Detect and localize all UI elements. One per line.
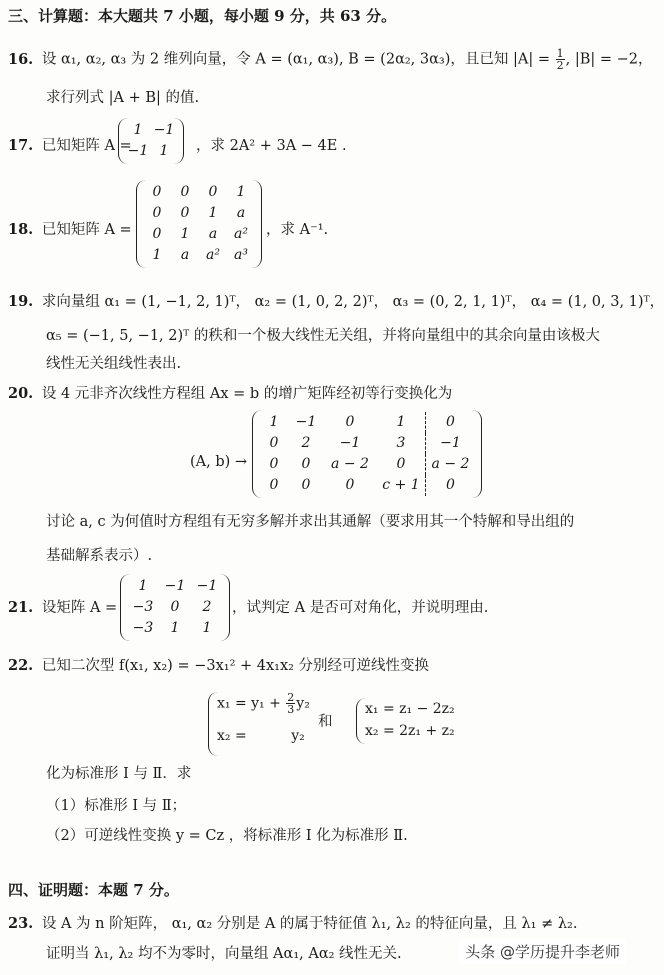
- matrix-cell: 0: [269, 435, 279, 451]
- q23-line2: 证明当 λ₁, λ₂ 均不为零时，向量组 Aα₁, Aα₂ 线性无关.: [46, 946, 402, 962]
- q22-item1: （1）标准形 Ⅰ 与 Ⅱ；: [46, 798, 187, 814]
- watermark-badge: 头条 @学历提升李老师: [459, 939, 626, 964]
- q16-text: 设 α₁, α₂, α₃ 为 2 维列向量，令 A = (α₁, α₃), B = (2α₂, 3α₃)，且已知 |A| =: [41, 51, 555, 68]
- matrix-cell: −1: [339, 435, 361, 451]
- matrix-cell: a − 2: [425, 454, 475, 475]
- q22-line2: 化为标准形 Ⅰ 与 Ⅱ．求: [46, 766, 192, 782]
- matrix-cell: 0: [269, 456, 279, 472]
- q16-number: 16.: [8, 50, 34, 68]
- q17-number: 17.: [8, 137, 34, 154]
- q16-text-tail: , |B| = −2，: [565, 51, 653, 68]
- matrix-cell: 0: [301, 456, 311, 472]
- q21-pre: 设矩阵 A =: [41, 600, 118, 616]
- matrix-cell: a³: [234, 247, 248, 263]
- matrix-cell: 0: [425, 412, 475, 433]
- q16-line1: [8, 48, 653, 71]
- matrix-cell: a²: [206, 247, 220, 263]
- matrix-cell: 1: [396, 414, 406, 430]
- matrix-cell: 1: [138, 578, 148, 594]
- matrix-cell: 1: [152, 247, 162, 263]
- q21-number: 21.: [8, 599, 34, 616]
- matrix-cell: 0: [269, 477, 279, 493]
- section-3-title: 三、计算题：本大题共 7 小题，每小题 9 分，共 63 分。: [8, 7, 397, 25]
- q20-line1: [8, 384, 452, 404]
- q18-matrix: [136, 180, 262, 268]
- q17-line: [8, 136, 132, 156]
- q18-pre: 已知矩阵 A =: [41, 222, 132, 238]
- matrix-cell: −3: [132, 599, 154, 615]
- q17-post: ，求 2A² + 3A − 4E .: [196, 138, 347, 154]
- matrix-cell: 1: [159, 143, 169, 159]
- matrix-cell: a: [180, 247, 190, 263]
- matrix-cell: 0: [425, 475, 475, 496]
- q19-line2: α₅ = (−1, 5, −1, 2)ᵀ 的秩和一个极大线性无关组，并将向量组中的其余向量由该极大: [46, 328, 600, 344]
- matrix-cell: 1: [133, 122, 143, 138]
- q20-number: 20.: [8, 385, 34, 402]
- matrix-cell: −1: [164, 578, 186, 594]
- q22-item2: （2）可逆线性变换 y = Cz ，将标准形 Ⅰ 化为标准形 Ⅱ.: [46, 828, 408, 844]
- matrix-cell: 0: [396, 456, 406, 472]
- q22-system-1: x₁ = y₁ + $\frac{2}{3}$ y₂ x₂ = y₂: [208, 692, 310, 756]
- q20-augmented-matrix: [252, 410, 482, 498]
- matrix-cell: 1: [202, 620, 212, 636]
- matrix-cell: 0: [152, 226, 162, 242]
- matrix-cell: 0: [170, 599, 180, 615]
- matrix-cell: 1: [180, 226, 190, 242]
- q21-post: ，试判定 A 是否可对角化，并说明理由.: [232, 600, 489, 616]
- q18-number: 18.: [8, 221, 34, 238]
- q21-line: [8, 598, 117, 618]
- matrix-cell: 0: [301, 477, 311, 493]
- matrix-cell: a: [208, 226, 218, 242]
- q19-line3: 线性无关组线性表出.: [46, 356, 182, 372]
- q20-line2: 讨论 a, c 为何值时方程组有无穷多解并求出其通解（要求用其一个特解和导出组的: [46, 514, 575, 530]
- matrix-cell: 2: [301, 435, 311, 451]
- matrix-cell: −1: [153, 122, 175, 138]
- matrix-cell: 0: [180, 205, 190, 221]
- q23-number: 23.: [8, 915, 34, 932]
- q16-line2: 求行列式 |A + B| 的值.: [46, 90, 200, 106]
- q17-pre: 已知矩阵 A =: [41, 138, 132, 154]
- matrix-cell: 1: [269, 414, 279, 430]
- q19-number: 19.: [8, 293, 34, 310]
- matrix-cell: a: [236, 205, 246, 221]
- matrix-cell: a − 2: [331, 456, 369, 472]
- q22-number: 22.: [8, 657, 34, 674]
- matrix-cell: −1: [196, 578, 218, 594]
- matrix-cell: c + 1: [382, 477, 420, 493]
- matrix-cell: −3: [132, 620, 154, 636]
- q22-conjunction: 和: [318, 714, 333, 730]
- q16-fraction: $\frac{1}{2}$: [556, 47, 564, 72]
- q23-text1: 设 A 为 n 阶矩阵， α₁, α₂ 分别是 A 的属于特征值 λ₁, λ₂ 的特征向量，且 λ₁ ≠ λ₂.: [41, 916, 578, 932]
- q19-line1: [8, 292, 664, 312]
- q18-line: [8, 220, 132, 240]
- matrix-cell: 0: [180, 184, 190, 200]
- matrix-cell: −1: [425, 433, 475, 454]
- q20-arrow-label: (A, b) →: [190, 454, 248, 470]
- matrix-cell: 0: [345, 414, 355, 430]
- matrix-cell: 3: [396, 435, 406, 451]
- q22-system-2: x₁ = z₁ − 2z₂ x₂ = 2z₁ + z₂: [356, 698, 455, 744]
- matrix-cell: 0: [152, 205, 162, 221]
- q18-post: ，求 A⁻¹.: [266, 222, 329, 238]
- matrix-cell: 0: [152, 184, 162, 200]
- q17-matrix: [118, 118, 184, 164]
- matrix-cell: −1: [295, 414, 317, 430]
- matrix-cell: −1: [127, 143, 149, 159]
- matrix-cell: a²: [234, 226, 248, 242]
- section-4-title: 四、证明题：本题 7 分。: [8, 881, 179, 899]
- q22-text1: 已知二次型 f(x₁, x₂) = −3x₁² + 4x₁x₂ 分别经可逆线性变换: [41, 658, 430, 674]
- matrix-cell: 1: [170, 620, 180, 636]
- q20-text1: 设 4 元非齐次线性方程组 Ax = b 的增广矩阵经初等行变换化为: [41, 386, 453, 402]
- matrix-cell: 0: [345, 477, 355, 493]
- q21-matrix: [120, 574, 230, 641]
- matrix-cell: 2: [202, 599, 212, 615]
- q20-line3: 基础解系表示）.: [46, 548, 153, 564]
- q23-line1: [8, 914, 577, 934]
- matrix-cell: 0: [208, 184, 218, 200]
- matrix-cell: 1: [236, 184, 246, 200]
- matrix-cell: 1: [208, 205, 218, 221]
- q19-text1: 求向量组 α₁ = (1, −1, 2, 1)ᵀ， α₂ = (1, 0, 2, 2)ᵀ， α₃ = (0, 2, 1, 1)ᵀ， α₄ = (1, 0, 3, 1)ᵀ，: [41, 294, 664, 310]
- q22-line1: [8, 656, 429, 676]
